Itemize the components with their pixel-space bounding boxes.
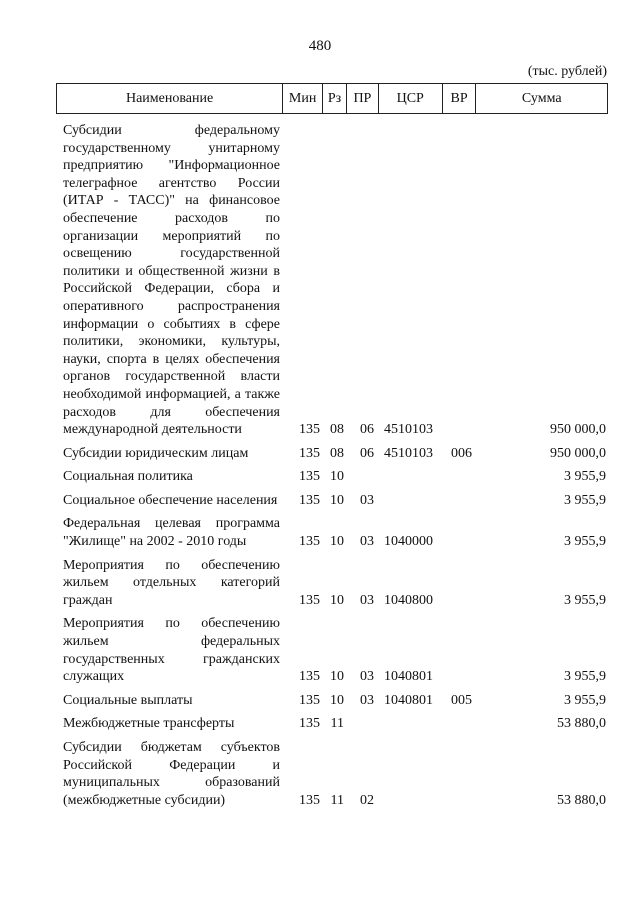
- header-min: Мин: [282, 84, 322, 113]
- row-min: 135: [299, 592, 320, 608]
- row-rz: 10: [330, 592, 344, 608]
- row-vr: 006: [451, 445, 472, 461]
- row-sum: 3 955,9: [564, 669, 606, 685]
- row-rz: 08: [330, 422, 344, 438]
- row-name: Субсидии федеральному государственному унитарному предприятию "Информационное телеграфное агентство России (ИТАР - ТАСС)" на финансовое обеспечение расходов по организации мероприятий по освещению государственной политики и общественной жизни в Российской Федерации, сбора и оперативного распространения информации о событиях в сфере политики, экономики, культуры, науки, спорта в целях обеспечения органов государственной власти необходимой информацией, а также расходов для обеспечения международной деятельности: [63, 123, 280, 438]
- row-rz: 10: [330, 469, 344, 485]
- row-sum: 3 955,9: [564, 534, 606, 550]
- row-csr: 4510103: [384, 445, 433, 461]
- header-vr: ВР: [442, 84, 476, 113]
- row-pr: 03: [360, 534, 374, 550]
- row-sum: 53 880,0: [557, 716, 606, 732]
- row-csr: 4510103: [384, 422, 433, 438]
- row-sum: 53 880,0: [557, 792, 606, 808]
- row-vr: 005: [451, 692, 472, 708]
- row-sum: 950 000,0: [550, 445, 606, 461]
- table-body: [56, 122, 608, 815]
- row-pr: 06: [360, 422, 374, 438]
- header-name: Наименование: [125, 90, 214, 106]
- row-min: 135: [299, 469, 320, 485]
- row-pr: 03: [360, 592, 374, 608]
- row-pr: 03: [360, 492, 374, 508]
- row-pr: 03: [360, 669, 374, 685]
- row-name: Социальное обеспечение населения: [63, 492, 278, 508]
- row-min: 135: [299, 492, 320, 508]
- row-rz: 08: [330, 445, 344, 461]
- row-csr: 1040000: [384, 534, 433, 550]
- row-sum: 3 955,9: [564, 492, 606, 508]
- table-row: [56, 739, 608, 809]
- row-name: Субсидии юридическим лицам: [63, 445, 249, 461]
- units-label: (тыс. рублей): [527, 64, 607, 79]
- table-row: [56, 692, 608, 710]
- row-csr: 1040801: [384, 692, 433, 708]
- row-sum: 3 955,9: [564, 592, 606, 608]
- table-row: [56, 715, 608, 733]
- row-rz: 10: [330, 692, 344, 708]
- row-sum: 3 955,9: [564, 692, 606, 708]
- table-row: [56, 468, 608, 486]
- row-min: 135: [299, 692, 320, 708]
- row-pr: 02: [360, 792, 374, 808]
- row-name: Субсидии бюджетам субъектов Российской Федерации и муниципальных образований (межбюджетные субсидии): [63, 740, 280, 808]
- table-row: [56, 122, 608, 439]
- row-name: Федеральная целевая программа "Жилище" на 2002 - 2010 годы: [63, 516, 280, 550]
- row-name: Межбюджетные трансферты: [63, 716, 235, 732]
- table-row: [56, 515, 608, 550]
- row-rz: 11: [330, 716, 344, 732]
- row-rz: 10: [330, 492, 344, 508]
- row-csr: 1040801: [384, 669, 433, 685]
- row-name: Мероприятия по обеспечению жильем отдельных категорий граждан: [63, 557, 280, 608]
- row-sum: 3 955,9: [564, 469, 606, 485]
- row-rz: 10: [330, 534, 344, 550]
- table-row: [56, 615, 608, 685]
- table-row: [56, 445, 608, 463]
- header-csr: ЦСР: [378, 84, 442, 113]
- row-pr: 03: [360, 692, 374, 708]
- table-row: [56, 492, 608, 510]
- row-min: 135: [299, 792, 320, 808]
- row-rz: 11: [330, 792, 344, 808]
- header-pr: ПР: [346, 84, 378, 113]
- header-rz: Рз: [322, 84, 346, 113]
- row-name: Социальная политика: [63, 469, 193, 485]
- table-row: [56, 557, 608, 610]
- table-header: [56, 83, 608, 114]
- row-rz: 10: [330, 669, 344, 685]
- row-name: Социальные выплаты: [63, 692, 193, 708]
- header-sum: Сумма: [475, 84, 607, 113]
- row-csr: 1040800: [384, 592, 433, 608]
- row-pr: 06: [360, 445, 374, 461]
- row-min: 135: [299, 716, 320, 732]
- page-number: 480: [308, 38, 332, 54]
- row-name: Мероприятия по обеспечению жильем федеральных государственных гражданских служащих: [63, 616, 280, 685]
- row-min: 135: [299, 669, 320, 685]
- row-min: 135: [299, 534, 320, 550]
- row-min: 135: [299, 422, 320, 438]
- row-sum: 950 000,0: [550, 422, 606, 438]
- row-min: 135: [299, 445, 320, 461]
